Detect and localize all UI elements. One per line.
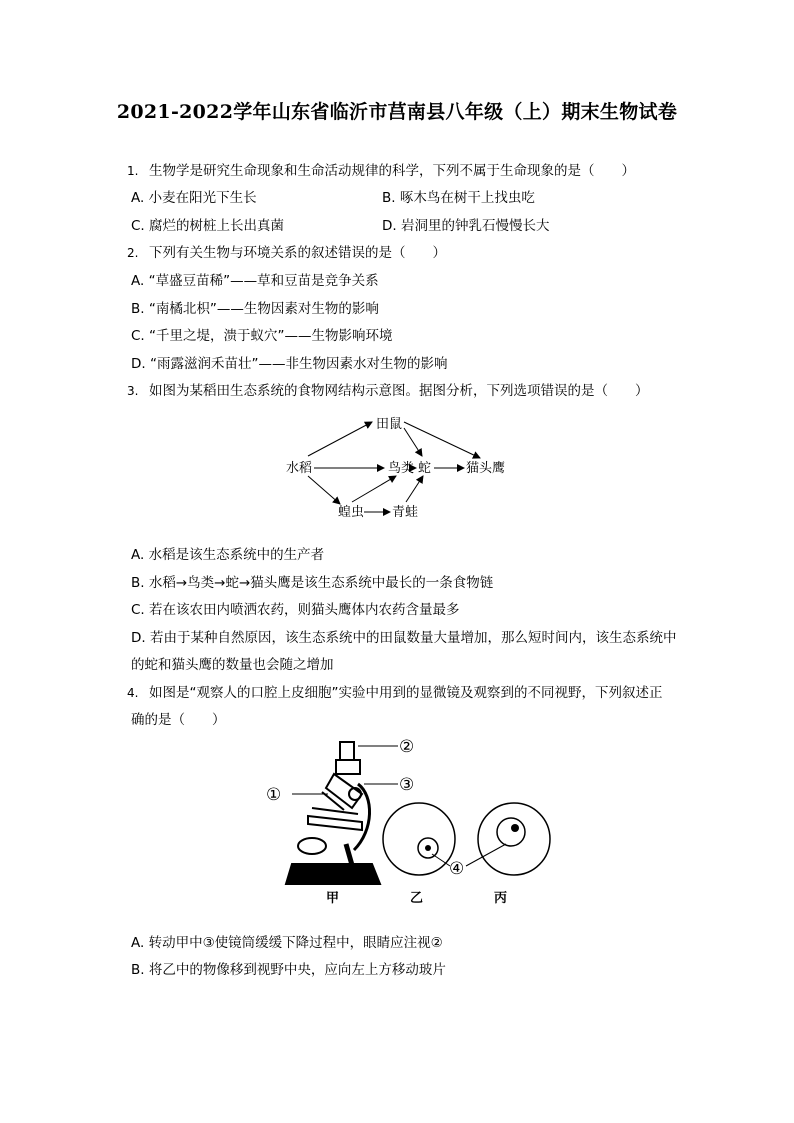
question-4-stem [127, 684, 663, 702]
question-2-stem [127, 244, 446, 262]
q3-option-d-line1: D. 若由于某种自然原因，该生态系统中的田鼠数量大量增加，那么短时间内，该生态系统中 [131, 630, 677, 646]
question-text: 如图为某稻田生态系统的食物网结构示意图。据图分析，下列选项错误的是（ ） [149, 383, 649, 399]
q4-option-a: A. 转动甲中③使镜筒缓缓下降过程中，眼睛应注视② [131, 935, 443, 951]
q1-option-a: A. 小麦在阳光下生长 [131, 190, 257, 206]
question-number: 2. [127, 246, 139, 260]
question-number: 1. [127, 164, 139, 178]
marker-2: ② [399, 737, 415, 757]
arrow-frog-snake [406, 476, 423, 502]
label-yi: 乙 [410, 891, 424, 906]
food-web-diagram [280, 408, 510, 526]
node-rice: 水稻 [286, 461, 313, 476]
marker-1: ① [266, 785, 282, 805]
question-text: 如图是“观察人的口腔上皮细胞”实验中用到的显微镜及观察到的不同视野，下列叙述正 [149, 685, 663, 701]
q3-option-d-line2: 的蛇和猫头鹰的数量也会随之增加 [131, 657, 334, 673]
q3-option-c: C. 若在该农田内喷洒农药，则猫头鹰体内农药含量最多 [131, 602, 460, 618]
question-3-stem [127, 382, 649, 400]
question-1-stem [127, 162, 635, 180]
exam-title: 2021-2022学年山东省临沂市莒南县八年级（上）期末生物试卷 [116, 101, 678, 123]
question-number: 3. [127, 384, 139, 398]
q3-option-b: B. 水稻→鸟类→蛇→猫头鹰是该生态系统中最长的一条食物链 [131, 575, 494, 591]
node-owl: 猫头鹰 [466, 461, 506, 476]
q3-option-a: A. 水稻是该生态系统中的生产者 [131, 547, 325, 563]
q1-option-c: C. 腐烂的树桩上长出真菌 [131, 218, 285, 234]
q2-option-c: C. “千里之堤，溃于蚁穴”——生物影响环境 [131, 328, 393, 344]
q1-option-b: B. 啄木鸟在树干上找虫吃 [382, 190, 535, 206]
arrow-locust-bird [352, 476, 396, 502]
arrow-rice-mouse [308, 422, 372, 456]
microscope-figure [262, 734, 552, 910]
view-bing-cell [497, 818, 525, 846]
microscope-drawing [286, 742, 380, 884]
q2-option-a: A. “草盛豆苗稀”——草和豆苗是竞争关系 [131, 273, 379, 289]
marker-3: ③ [399, 775, 415, 795]
arrow-mouse-owl [404, 422, 480, 458]
question-text: 生物学是研究生命现象和生命活动规律的科学，下列不属于生命现象的是（ ） [149, 163, 635, 179]
arrow-rice-locust [308, 476, 340, 504]
question-number: 4. [127, 686, 139, 700]
question-text: 下列有关生物与环境关系的叙述错误的是（ ） [149, 245, 446, 261]
label-jia: 甲 [326, 891, 340, 906]
q4-option-b: B. 将乙中的物像移到视野中央，应向左上方移动玻片 [131, 962, 446, 978]
node-snake: 蛇 [418, 461, 432, 476]
pointer-4a [432, 854, 450, 866]
node-bird: 鸟类 [388, 461, 415, 476]
view-yi-circle [383, 803, 455, 875]
q1-option-d: D. 岩洞里的钟乳石慢慢长大 [382, 218, 550, 234]
view-bing-circle [478, 803, 550, 875]
label-bing: 丙 [494, 891, 508, 906]
q2-option-d: D. “雨露滋润禾苗壮”——非生物因素水对生物的影响 [131, 356, 448, 372]
question-4-stem-line2: 确的是（ ） [131, 712, 226, 728]
marker-4: ④ [449, 859, 465, 879]
node-mouse: 田鼠 [376, 417, 403, 432]
node-frog: 青蛙 [392, 505, 419, 520]
node-locust: 蝗虫 [338, 505, 365, 520]
q2-option-b: B. “南橘北枳”——生物因素对生物的影响 [131, 301, 379, 317]
view-yi-nucleus [425, 845, 431, 851]
view-bing-nucleus [511, 824, 519, 832]
arrow-mouse-snake [404, 428, 422, 456]
